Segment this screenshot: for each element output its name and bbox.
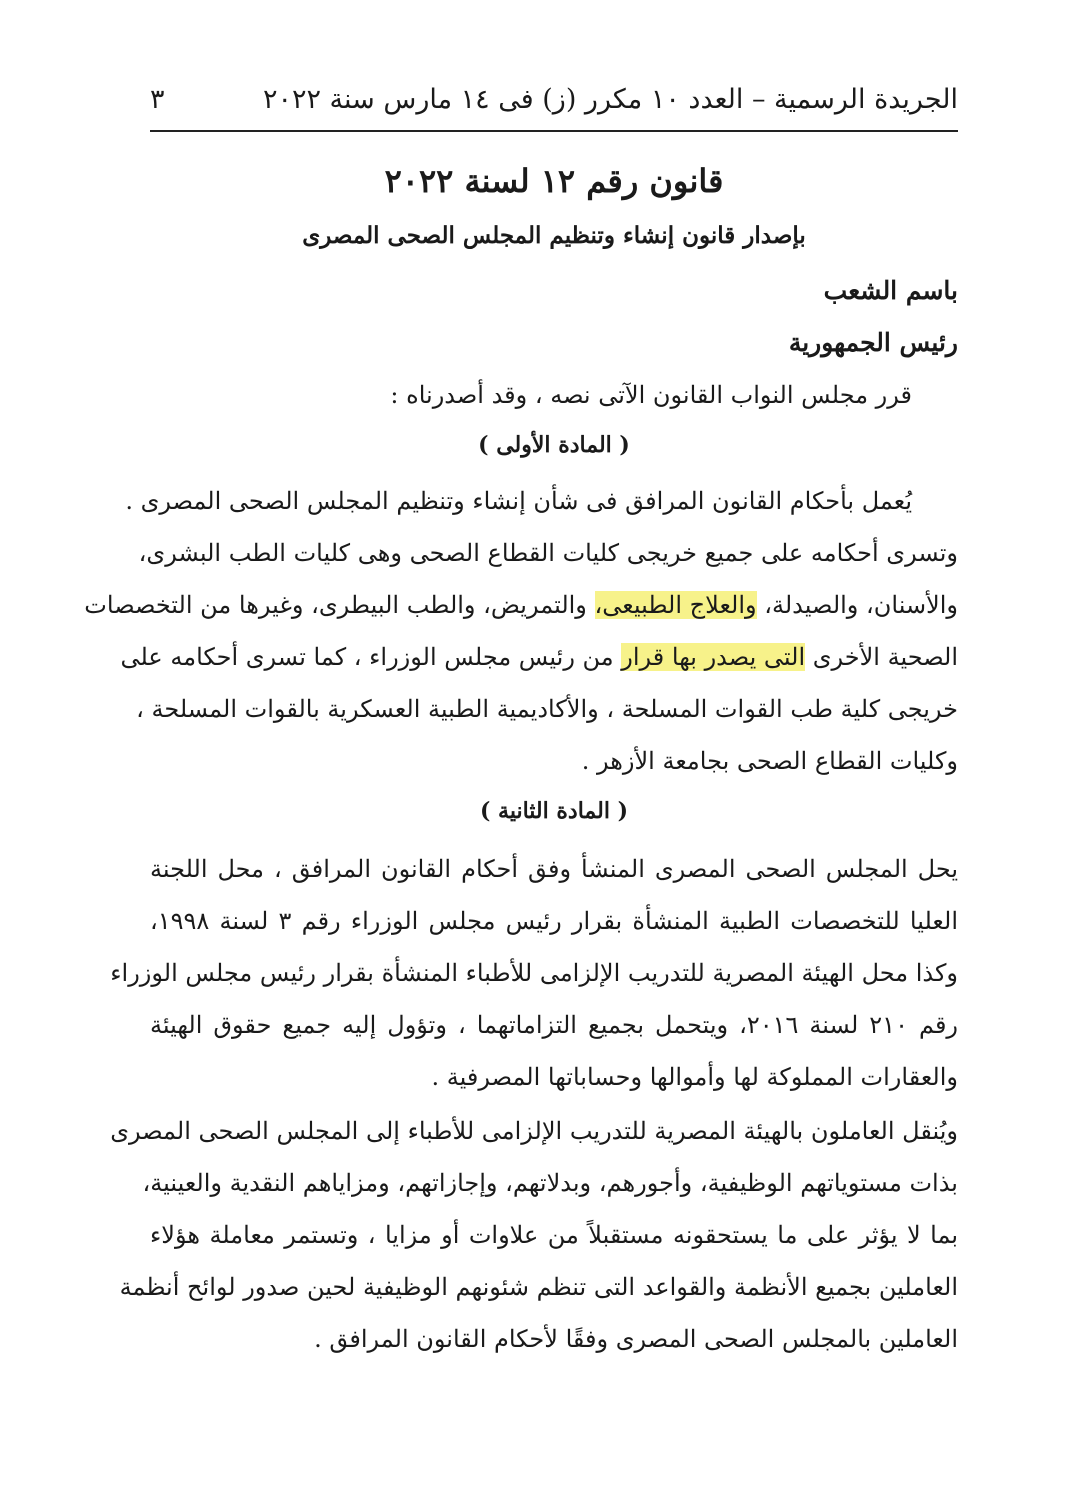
article-2-line-1: يحل المجلس الصحى المصرى المنشأ وفق أحكام القانون المرافق ، محل اللجنة (150, 855, 958, 883)
preamble: قرر مجلس النواب القانون الآتى نصه ، وقد أصدرناه : (390, 381, 912, 409)
article-2-line-9: العاملين بجميع الأنظمة والقواعد التى تنظم شئونهم الوظيفية لحين صدور لوائح أنظمة (119, 1273, 958, 1301)
article-2-line-5: والعقارات المملوكة لها وأموالها وحساباتها المصرفية . (431, 1063, 958, 1091)
article-1-heading: ( المادة الأولى ) (478, 432, 630, 458)
article-2-line-8: بما لا يؤثر على ما يستحقونه مستقبلاً من علاوات أو مزايا ، وتستمر معاملة هؤلاء (150, 1221, 958, 1249)
article-2-line-2: العليا للتخصصات الطبية المنشأة بقرار رئيس مجلس الوزراء رقم ٣ لسنة ١٩٩٨، (150, 907, 958, 935)
law-title: قانون رقم ١٢ لسنة ٢٠٢٢ (384, 162, 724, 200)
article-1-line-5: وكليات القطاع الصحى بجامعة الأزهر . (581, 747, 958, 775)
article-1-line-1: وتسرى أحكامه على جميع خريجى كليات القطاع الصحى وهى كليات الطب البشرى، (138, 539, 958, 567)
article-2-heading: ( المادة الثانية ) (479, 798, 629, 824)
article-1-line-2-a: والأسنان، والصيدلة، (756, 591, 958, 619)
article-1-line-3-c: من رئيس مجلس الوزراء ، كما تسرى أحكامه على (120, 643, 622, 671)
article-2-line-7: بذات مستوياتهم الوظيفية، وأجورهم، وبدلاتهم، وإجازاتهم، ومزاياهم النقدية والعينية، (142, 1169, 958, 1197)
article-1-line-4: خريجى كلية طب القوات المسلحة ، والأكاديمية الطبية العسكرية بالقوات المسلحة ، (136, 695, 958, 723)
highlighted-text-physiotherapy: والعلاج الطبيعى، (594, 591, 757, 619)
article-1-para-1: يُعمل بأحكام القانون المرافق فى شأن إنشاء وتنظيم المجلس الصحى المصرى . (125, 487, 912, 515)
law-subtitle: بإصدار قانون إنشاء وتنظيم المجلس الصحى المصرى (302, 222, 806, 249)
article-1-line-3-a: الصحية الأخرى (805, 643, 958, 671)
running-header (150, 78, 958, 120)
article-2-line-4: رقم ٢١٠ لسنة ٢٠١٦، ويتحمل بجميع التزاماتهما ، وتؤول إليه جميع حقوق الهيئة (150, 1011, 958, 1039)
in-name-of-people: باسم الشعب (823, 276, 958, 305)
article-2-line-3: وكذا محل الهيئة المصرية للتدريب الإلزامى للأطباء المنشأة بقرار رئيس مجلس الوزراء (110, 959, 958, 987)
page-number: ٣ (150, 83, 165, 115)
header-rule (150, 130, 958, 132)
running-title: الجريدة الرسمية – العدد ١٠ مكرر (ز) فى ١٤ مارس سنة ٢٠٢٢ (262, 83, 958, 115)
president-heading: رئيس الجمهورية (788, 328, 958, 357)
article-2-line-10: العاملين بالمجلس الصحى المصرى وفقًا لأحكام القانون المرافق . (314, 1325, 958, 1353)
article-1-line-2 (84, 580, 958, 630)
highlighted-text-decree: التى يصدر بها قرار (621, 643, 806, 671)
article-1-line-3 (120, 632, 958, 682)
article-2-line-6: ويُنقل العاملون بالهيئة المصرية للتدريب الإلزامى للأطباء إلى المجلس الصحى المصرى (110, 1117, 958, 1145)
article-1-line-2-c: والتمريض، والطب البيطرى، وغيرها من التخصصات (84, 591, 595, 619)
